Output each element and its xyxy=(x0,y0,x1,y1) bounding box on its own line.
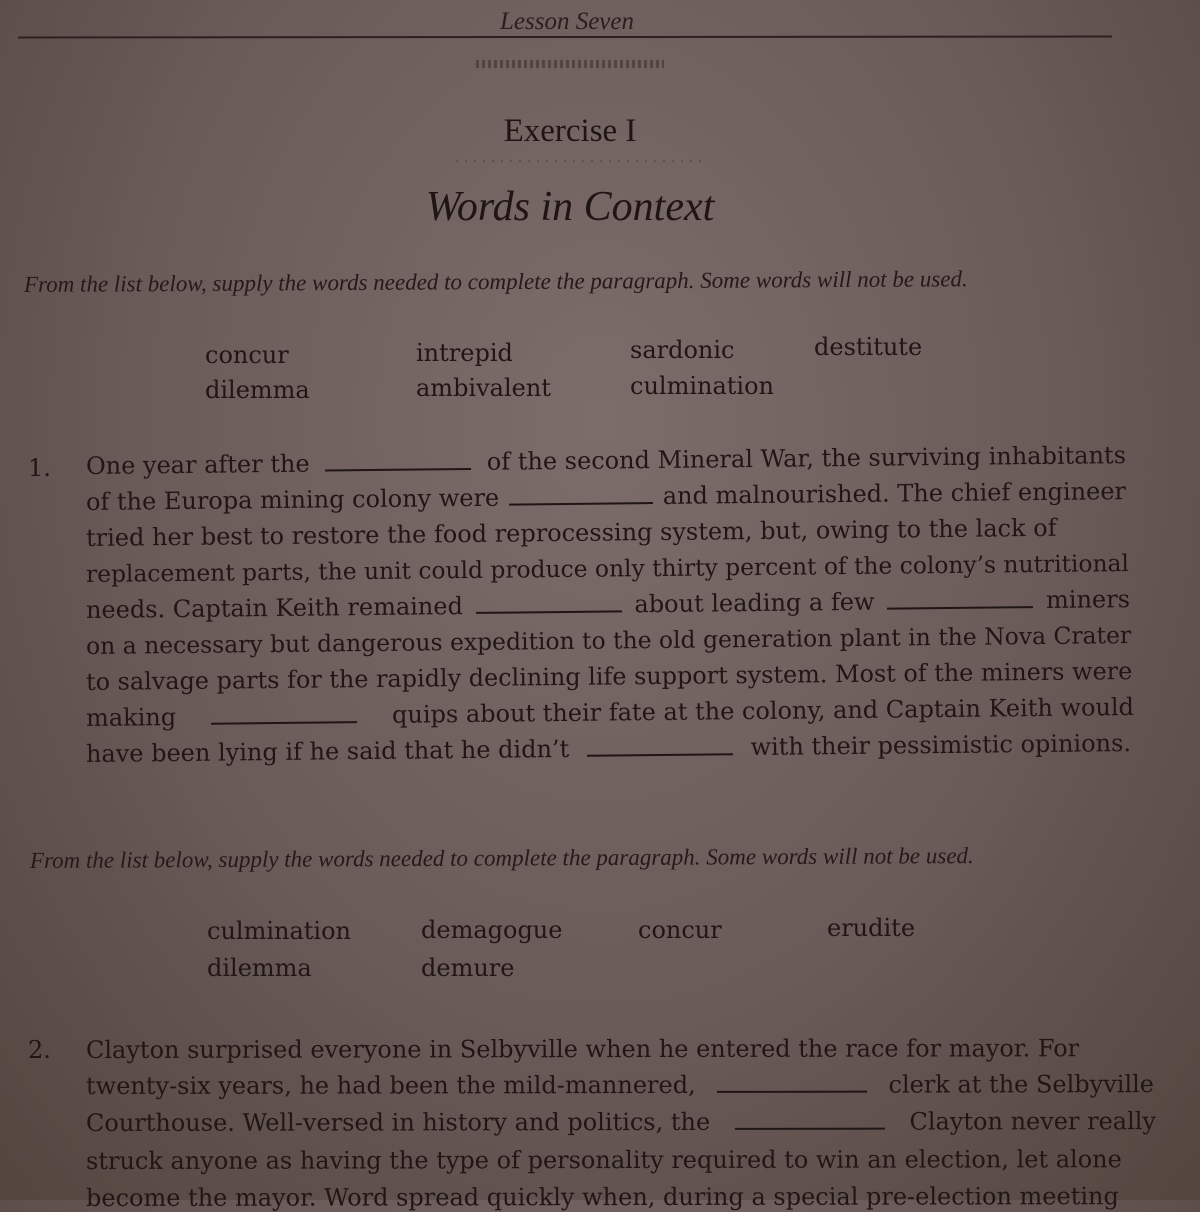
title-ornament xyxy=(456,160,706,162)
paragraph-line: struck anyone as having the type of personality required to win an election, let alone xyxy=(85,1145,1122,1175)
word-bank-item: destitute xyxy=(814,333,923,361)
word-bank-item: demure xyxy=(421,954,515,982)
header-rule xyxy=(18,36,1112,39)
section-title: Words in Context xyxy=(425,184,715,230)
header-ornament xyxy=(476,60,664,68)
line-text: miners xyxy=(1045,585,1131,614)
paragraph-line xyxy=(86,441,1126,480)
paragraph-line: replacement parts, the unit could produce only thirty percent of the colony’s nutritional xyxy=(85,549,1130,588)
word-bank-item: demagogue xyxy=(421,916,563,944)
item-number-2: 2. xyxy=(28,1036,51,1064)
answer-blank[interactable] xyxy=(509,498,653,506)
instructions-part-1: From the list below, supply the words needed to complete the paragraph. Some words will not be used. xyxy=(23,266,968,297)
line-text: have been lying if he said that he didn’t xyxy=(85,734,570,768)
line-text: needs. Captain Keith remained xyxy=(85,592,464,624)
word-bank-item: culmination xyxy=(207,917,351,945)
word-bank-item: erudite xyxy=(827,914,916,942)
word-bank-item: concur xyxy=(638,916,722,944)
word-bank-item: intrepid xyxy=(416,339,513,367)
answer-blank[interactable] xyxy=(735,1124,885,1130)
line-text: of the Europa mining colony were xyxy=(85,483,500,516)
paragraph-line: Clayton surprised everyone in Selbyville when he entered the race for mayor. For xyxy=(85,1034,1080,1064)
answer-blank[interactable] xyxy=(211,717,357,725)
line-text: Clayton never really xyxy=(909,1107,1157,1136)
line-text: clerk at the Selbyville xyxy=(888,1070,1155,1099)
word-bank-item: dilemma xyxy=(207,954,312,982)
exercise-title: Exercise I xyxy=(503,113,637,149)
answer-blank[interactable] xyxy=(325,464,471,472)
paragraph-line: to salvage parts for the rapidly declining life support system. Most of the miners were xyxy=(85,657,1133,696)
word-bank-item: ambivalent xyxy=(416,374,551,402)
word-bank-item: concur xyxy=(205,341,289,369)
paragraph-line: become the mayor. Word spread quickly when, during a special pre-election meeting xyxy=(85,1182,1119,1212)
lesson-header: Lesson Seven xyxy=(500,8,634,35)
line-text: Courthouse. Well-versed in history and politics, the xyxy=(85,1107,711,1137)
paragraph-line xyxy=(86,729,1134,768)
line-text: of the second Mineral War, the surviving inhabitants xyxy=(486,441,1127,476)
paragraph-line xyxy=(86,1070,1154,1100)
word-bank-item: culmination xyxy=(630,372,774,400)
answer-blank[interactable] xyxy=(476,606,622,614)
paragraph-line xyxy=(86,585,1130,624)
line-text: with their pessimistic opinions. xyxy=(750,729,1132,762)
line-text: quips about their fate at the colony, and Captain Keith would xyxy=(391,693,1135,729)
paragraph-line: on a necessary but dangerous expedition to the old generation plant in the Nova Crater xyxy=(85,621,1132,660)
item-number-1: 1. xyxy=(28,454,51,482)
paragraph-line xyxy=(86,693,1134,732)
word-bank-item: dilemma xyxy=(205,376,310,404)
paragraph-line: tried her best to restore the food reprocessing system, but, owing to the lack of xyxy=(85,513,1057,552)
word-bank-item: sardonic xyxy=(630,336,735,364)
line-text: One year after the xyxy=(85,449,310,480)
paragraph-line xyxy=(86,477,1126,516)
line-text: about leading a few xyxy=(634,587,875,619)
line-text: twenty-six years, he had been the mild-mannered, xyxy=(85,1070,696,1100)
answer-blank[interactable] xyxy=(587,749,733,757)
paragraph-line xyxy=(86,1107,1156,1137)
answer-blank[interactable] xyxy=(717,1087,867,1093)
answer-blank[interactable] xyxy=(887,602,1033,610)
instructions-part-2: From the list below, supply the words needed to complete the paragraph. Some words will not be used. xyxy=(29,843,974,873)
line-text: and malnourished. The chief engineer xyxy=(662,477,1127,510)
line-text: making xyxy=(85,703,177,732)
